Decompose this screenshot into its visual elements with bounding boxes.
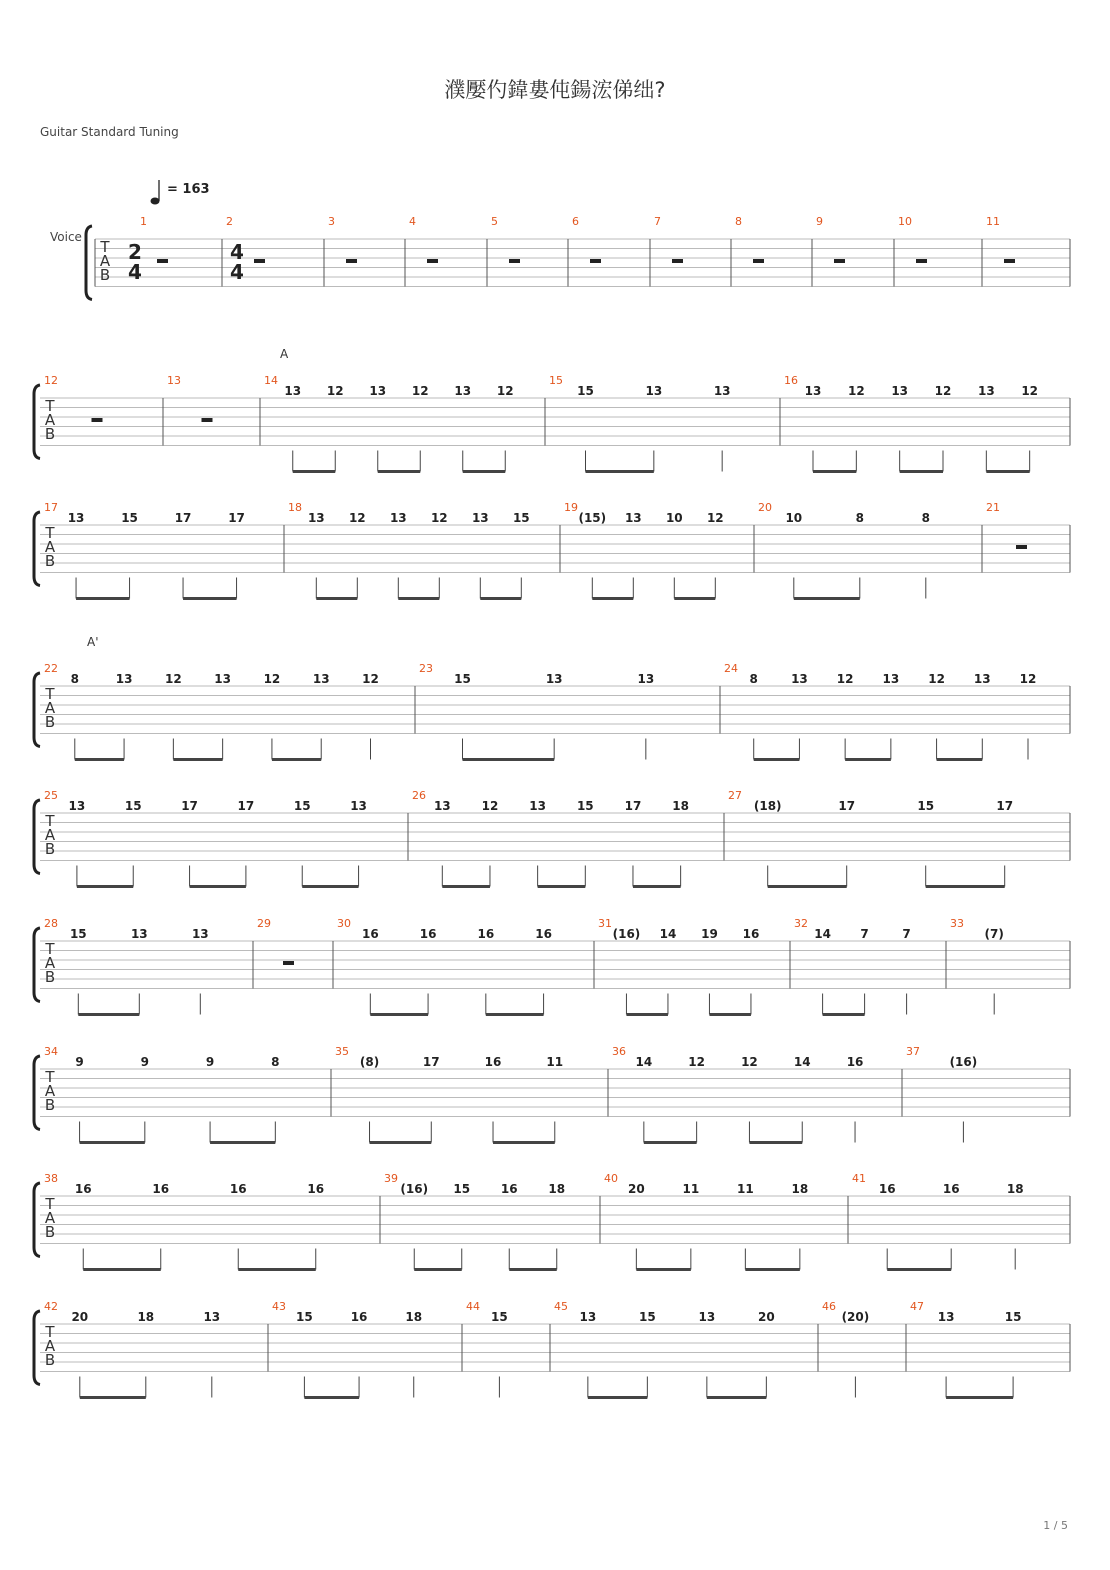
rest-symbol	[672, 259, 683, 263]
measure-number: 20	[758, 501, 772, 514]
fret-number: 13	[350, 799, 367, 813]
measure-number: 14	[264, 374, 278, 387]
tab-clef-letter: A	[44, 1082, 56, 1100]
fret-number: 14	[814, 927, 831, 941]
fret-number: 15	[453, 1182, 471, 1196]
fret-number: 16	[361, 927, 379, 941]
fret-number: 12	[496, 384, 514, 398]
measure-number: 5	[491, 215, 498, 228]
fret-number: 17	[181, 799, 198, 813]
fret-number: 16	[152, 1182, 170, 1196]
tab-clef-letter: B	[44, 1351, 56, 1369]
measure-number: 34	[44, 1045, 58, 1058]
fret-number: 13	[312, 672, 330, 686]
measure-number: 36	[612, 1045, 626, 1058]
measure-number: 27	[728, 789, 742, 802]
fret-number: 12	[836, 672, 854, 686]
song-title: 濮嬮仢鍏婁伅鍚浤俤绌?	[444, 78, 666, 102]
rest-symbol	[916, 259, 927, 263]
measure-number: 12	[44, 374, 58, 387]
fret-number: 7	[860, 927, 869, 941]
fret-number: 11	[736, 1182, 754, 1196]
system-bracket	[34, 1183, 40, 1257]
measure-number: 32	[794, 917, 808, 930]
tab-clef-letter: A	[99, 252, 111, 270]
section-marker: A'	[87, 635, 99, 649]
fret-number: 10	[665, 511, 683, 525]
fret-number: 13	[624, 511, 642, 525]
fret-number: 14	[659, 927, 677, 941]
fret-number: 12	[165, 672, 182, 686]
tab-clef-letter: T	[45, 940, 55, 958]
fret-number: 15	[296, 1310, 313, 1324]
system-bracket	[34, 800, 40, 874]
fret-number: 8	[855, 511, 864, 525]
fret-number: 12	[934, 384, 952, 398]
tab-clef-letter: A	[44, 538, 56, 556]
fret-number: 12	[430, 511, 448, 525]
fret-number: 16	[229, 1182, 247, 1196]
system-bracket	[34, 512, 40, 586]
fret-number: 15	[454, 672, 471, 686]
fret-number: 19	[701, 927, 718, 941]
rest-symbol	[157, 259, 168, 263]
fret-number: 16	[484, 1055, 502, 1069]
fret-number: (7)	[984, 927, 1004, 941]
tab-clef-letter: T	[45, 812, 55, 830]
tab-clef-letter: B	[44, 968, 56, 986]
fret-number: (16)	[400, 1182, 429, 1196]
fret-number: 13	[579, 1310, 597, 1324]
measure-number: 3	[328, 215, 335, 228]
tab-clef-letter: B	[44, 1223, 56, 1241]
measure-number: 11	[986, 215, 1000, 228]
fret-number: 13	[471, 511, 489, 525]
fret-number: 13	[307, 511, 325, 525]
fret-number: 15	[917, 799, 935, 813]
fret-number: 16	[878, 1182, 896, 1196]
time-signature-denominator: 4	[128, 260, 142, 284]
fret-number: 13	[545, 672, 563, 686]
fret-number: 12	[1021, 384, 1039, 398]
rest-symbol	[427, 259, 438, 263]
measure-number: 40	[604, 1172, 618, 1185]
fret-number: 12	[706, 511, 724, 525]
system-bracket	[34, 385, 40, 459]
rest-symbol	[509, 259, 520, 263]
fret-number: 18	[672, 799, 689, 813]
fret-number: 8	[271, 1055, 280, 1069]
measure-number: 21	[986, 501, 1000, 514]
fret-number: 17	[838, 799, 856, 813]
fret-number: 13	[937, 1310, 955, 1324]
fret-number: 17	[996, 799, 1014, 813]
fret-number: 17	[624, 799, 642, 813]
time-signature-numerator: 2	[128, 240, 142, 264]
fret-number: 13	[369, 384, 387, 398]
fret-number: 15	[1004, 1310, 1022, 1324]
tab-clef-letter: B	[44, 713, 56, 731]
tab-clef-letter: B	[99, 266, 111, 284]
fret-number: 15	[124, 799, 142, 813]
page-number: 1 / 5	[1043, 1519, 1068, 1532]
measure-number: 13	[167, 374, 181, 387]
system-bracket	[34, 1311, 40, 1385]
fret-number: 13	[698, 1310, 716, 1324]
rest-symbol	[753, 259, 764, 263]
tab-clef-letter: A	[44, 411, 56, 429]
measure-number: 1	[140, 215, 147, 228]
fret-number: 17	[174, 511, 192, 525]
fret-number: 13	[203, 1310, 221, 1324]
measure-number: 17	[44, 501, 58, 514]
fret-number: 13	[67, 511, 85, 525]
measure-number: 28	[44, 917, 58, 930]
fret-number: 17	[422, 1055, 440, 1069]
system-bracket	[34, 928, 40, 1002]
measure-number: 41	[852, 1172, 866, 1185]
measure-number: 39	[384, 1172, 398, 1185]
tab-clef-letter: A	[44, 826, 56, 844]
fret-number: 11	[546, 1055, 564, 1069]
tab-clef-letter: T	[45, 685, 55, 703]
tempo-marking: = 163	[167, 182, 210, 197]
measure-number: 15	[549, 374, 563, 387]
fret-number: 16	[500, 1182, 518, 1196]
tab-clef-letter: B	[44, 840, 56, 858]
fret-number: 18	[137, 1310, 155, 1324]
fret-number: 13	[882, 672, 900, 686]
system-bracket	[86, 226, 92, 300]
measure-number: 2	[226, 215, 233, 228]
measure-number: 9	[816, 215, 823, 228]
time-signature-numerator: 4	[230, 240, 244, 264]
measure-number: 29	[257, 917, 271, 930]
fret-number: 8	[70, 672, 79, 686]
system-bracket	[34, 673, 40, 747]
tab-clef-letter: B	[44, 1096, 56, 1114]
fret-number: 12	[348, 511, 366, 525]
tab-clef-letter: A	[44, 1337, 56, 1355]
fret-number: 20	[71, 1310, 89, 1324]
fret-number: 12	[741, 1055, 758, 1069]
fret-number: (16)	[949, 1055, 978, 1069]
measure-number: 24	[724, 662, 738, 675]
fret-number: 16	[74, 1182, 92, 1196]
measure-number: 42	[44, 1300, 58, 1313]
measure-number: 18	[288, 501, 302, 514]
measure-number: 25	[44, 789, 58, 802]
fret-number: 18	[405, 1310, 423, 1324]
fret-number: 16	[942, 1182, 960, 1196]
rest-symbol	[590, 259, 601, 263]
fret-number: 13	[68, 799, 86, 813]
fret-number: 18	[548, 1182, 566, 1196]
measure-number: 45	[554, 1300, 568, 1313]
fret-number: 15	[577, 384, 594, 398]
measure-number: 31	[598, 917, 612, 930]
fret-number: 13	[645, 384, 663, 398]
tab-clef-letter: T	[45, 397, 55, 415]
tab-clef-letter: B	[44, 552, 56, 570]
fret-number: 12	[1019, 672, 1037, 686]
tab-clef-letter: T	[45, 1323, 55, 1341]
quarter-note-icon	[151, 198, 160, 205]
measure-number: 19	[564, 501, 578, 514]
fret-number: 10	[785, 511, 803, 525]
rest-symbol	[92, 418, 103, 422]
measure-number: 30	[337, 917, 351, 930]
fret-number: 12	[847, 384, 865, 398]
measure-number: 4	[409, 215, 416, 228]
fret-number: 13	[191, 927, 209, 941]
rest-symbol	[1016, 545, 1027, 549]
fret-number: 16	[477, 927, 495, 941]
fret-number: 17	[228, 511, 245, 525]
fret-number: 16	[307, 1182, 325, 1196]
fret-number: 20	[627, 1182, 645, 1196]
measure-number: 22	[44, 662, 58, 675]
measure-number: 7	[654, 215, 661, 228]
fret-number: 8	[749, 672, 758, 686]
tab-clef-letter: A	[44, 699, 56, 717]
fret-number: (16)	[612, 927, 641, 941]
fret-number: (20)	[841, 1310, 870, 1324]
measure-number: 23	[419, 662, 433, 675]
fret-number: 13	[973, 672, 991, 686]
fret-number: 13	[977, 384, 995, 398]
fret-number: 15	[293, 799, 311, 813]
tab-clef-letter: A	[44, 1209, 56, 1227]
fret-number: 7	[902, 927, 911, 941]
fret-number: 15	[512, 511, 530, 525]
fret-number: 17	[237, 799, 255, 813]
measure-number: 16	[784, 374, 798, 387]
rest-symbol	[834, 259, 845, 263]
fret-number: 13	[529, 799, 546, 813]
fret-number: (15)	[578, 511, 607, 525]
fret-number: 12	[263, 672, 281, 686]
fret-number: 13	[637, 672, 655, 686]
fret-number: 16	[846, 1055, 864, 1069]
measure-number: 38	[44, 1172, 58, 1185]
section-marker: A	[280, 347, 289, 361]
fret-number: (18)	[753, 799, 782, 813]
fret-number: 13	[791, 672, 808, 686]
measure-number: 33	[950, 917, 964, 930]
measure-number: 43	[272, 1300, 286, 1313]
system-bracket	[34, 1056, 40, 1130]
fret-number: 12	[362, 672, 379, 686]
tab-clef-letter: A	[44, 954, 56, 972]
fret-number: 16	[535, 927, 552, 941]
tab-clef-letter: T	[45, 524, 55, 542]
time-signature-denominator: 4	[230, 260, 244, 284]
measure-number: 46	[822, 1300, 836, 1313]
measure-number: 37	[906, 1045, 920, 1058]
fret-number: 9	[140, 1055, 150, 1069]
fret-number: 15	[69, 927, 87, 941]
fret-number: 15	[576, 799, 594, 813]
fret-number: 9	[75, 1055, 84, 1069]
fret-number: 13	[284, 384, 302, 398]
fret-number: (8)	[359, 1055, 380, 1069]
fret-number: 13	[433, 799, 451, 813]
fret-number: 13	[454, 384, 472, 398]
fret-number: 13	[713, 384, 731, 398]
tab-clef-letter: B	[44, 425, 56, 443]
measure-number: 35	[335, 1045, 349, 1058]
fret-number: 12	[928, 672, 945, 686]
fret-number: 12	[481, 799, 499, 813]
tab-clef-letter: T	[100, 238, 110, 256]
tuning-label: Guitar Standard Tuning	[40, 125, 179, 139]
fret-number: 12	[411, 384, 429, 398]
fret-number: 12	[326, 384, 344, 398]
fret-number: 18	[791, 1182, 809, 1196]
fret-number: 9	[205, 1055, 215, 1069]
fret-number: 12	[688, 1055, 705, 1069]
rest-symbol	[1004, 259, 1015, 263]
fret-number: 16	[419, 927, 437, 941]
measure-number: 44	[466, 1300, 480, 1313]
fret-number: 11	[682, 1182, 700, 1196]
fret-number: 13	[115, 672, 133, 686]
measure-number: 47	[910, 1300, 924, 1313]
rest-symbol	[283, 961, 294, 965]
fret-number: 13	[130, 927, 148, 941]
measure-number: 8	[735, 215, 742, 228]
fret-number: 18	[1006, 1182, 1024, 1196]
fret-number: 20	[757, 1310, 775, 1324]
fret-number: 8	[921, 511, 930, 525]
fret-number: 13	[389, 511, 407, 525]
measure-number: 10	[898, 215, 912, 228]
measure-number: 6	[572, 215, 579, 228]
fret-number: 14	[635, 1055, 653, 1069]
fret-number: 16	[742, 927, 760, 941]
fret-number: 13	[214, 672, 231, 686]
fret-number: 15	[638, 1310, 656, 1324]
fret-number: 13	[804, 384, 822, 398]
tab-clef-letter: T	[45, 1068, 55, 1086]
fret-number: 15	[121, 511, 138, 525]
fret-number: 16	[350, 1310, 368, 1324]
fret-number: 15	[491, 1310, 508, 1324]
rest-symbol	[254, 259, 265, 263]
measure-number: 26	[412, 789, 426, 802]
tab-clef-letter: T	[45, 1195, 55, 1213]
fret-number: 13	[891, 384, 909, 398]
rest-symbol	[202, 418, 213, 422]
rest-symbol	[346, 259, 357, 263]
fret-number: 14	[793, 1055, 811, 1069]
track-name: Voice	[50, 230, 82, 244]
